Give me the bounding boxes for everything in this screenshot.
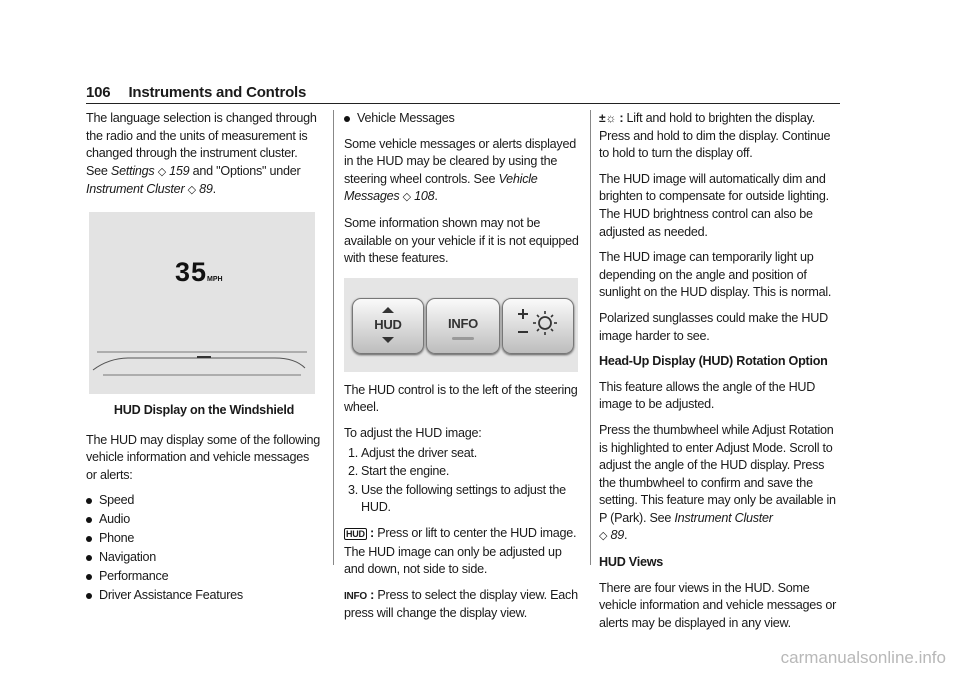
list-item: Audio bbox=[86, 511, 322, 529]
availability-paragraph: Some information shown may not be available on your vehicle if it is not equipped with these features. bbox=[344, 215, 579, 266]
brightness-symbol-icon: ±☼ bbox=[599, 111, 617, 125]
info-symbol: INFO bbox=[344, 590, 367, 602]
info-button-indicator bbox=[452, 337, 474, 340]
control-location-paragraph: The HUD control is to the left of the steering wheel. bbox=[344, 382, 578, 415]
list-item: Phone bbox=[86, 530, 322, 548]
page-ref-icon: ◇ bbox=[157, 165, 166, 178]
settings-link[interactable]: Settings bbox=[110, 163, 155, 178]
info-button-label: INFO bbox=[447, 315, 479, 331]
instrument-cluster-page-ref[interactable]: 89 bbox=[199, 182, 213, 197]
list-item: 1. Adjust the driver seat. bbox=[348, 445, 478, 460]
header-rule bbox=[86, 103, 840, 104]
column-3 bbox=[599, 110, 842, 640]
page-ref-icon: ◇ bbox=[187, 184, 196, 197]
views-heading: HUD Views bbox=[599, 555, 664, 570]
list-item: Performance bbox=[86, 568, 322, 586]
bullet-icon bbox=[86, 574, 92, 580]
bullet-icon bbox=[86, 536, 92, 542]
rotation-intro: This feature allows the angle of the HUD image to be adjusted. bbox=[599, 379, 816, 412]
bullet-icon bbox=[344, 116, 350, 122]
vehicle-messages-page-ref[interactable]: 108 bbox=[414, 189, 435, 204]
vehicle-messages-link[interactable]: Vehicle Messages bbox=[344, 171, 538, 204]
list-item: Vehicle Messages bbox=[344, 110, 580, 128]
sunlight-paragraph: The HUD image can temporarily light up depending on the angle and position of sunlight on the HUD display. This is normal. bbox=[599, 250, 832, 300]
column-1 bbox=[86, 110, 322, 606]
down-arrow-icon bbox=[382, 337, 394, 343]
list-item: Speed bbox=[86, 492, 322, 510]
windshield-lines bbox=[89, 212, 315, 394]
vehicle-messages-paragraph: Some vehicle messages or alerts displayed in the HUD may be cleared by using the steering wheel controls. See Vehicle Messages ◇ 108. bbox=[344, 136, 576, 204]
instrument-cluster-link[interactable]: Instrument Cluster bbox=[674, 510, 773, 525]
page-header bbox=[86, 84, 840, 104]
up-arrow-icon bbox=[382, 307, 394, 313]
views-paragraph: There are four views in the HUD. Some vehicle information and vehicle messages or alerts may be displayed in any view. bbox=[599, 580, 837, 630]
adjust-steps bbox=[344, 445, 580, 517]
column-divider-2 bbox=[590, 110, 591, 565]
brightness-button bbox=[502, 298, 574, 354]
hud-info-list-continued bbox=[344, 110, 580, 128]
sunglasses-paragraph: Polarized sunglasses could make the HUD image harder to see. bbox=[599, 310, 828, 343]
hud-button-description: HUD : Press or lift to center the HUD image. The HUD image can only be adjusted up and down, not side to side. bbox=[344, 525, 577, 577]
rotation-heading: Head-Up Display (HUD) Rotation Option bbox=[599, 354, 828, 369]
adjust-intro: To adjust the HUD image: bbox=[344, 425, 482, 440]
list-item: Driver Assistance Features bbox=[86, 587, 322, 605]
page-number: 106 bbox=[86, 84, 111, 101]
language-paragraph: The language selection is changed through the radio and the units of measurement is changed through the instrument cluster. See Settings ◇ 159 and "Options" under Instrument Cluster ◇ 89. bbox=[86, 111, 317, 197]
auto-dim-paragraph: The HUD image will automatically dim and brighten to compensate for outside lighting. The HUD brightness control can also be adjusted as needed. bbox=[599, 171, 829, 239]
hud-speed-unit: MPH bbox=[207, 275, 223, 283]
instrument-cluster-link[interactable]: Instrument Cluster bbox=[86, 182, 185, 197]
page-ref-icon: ◇ bbox=[599, 530, 608, 543]
list-item: Navigation bbox=[86, 549, 322, 567]
list-item: 2. Start the engine. bbox=[348, 464, 450, 479]
brightness-icon bbox=[503, 299, 573, 353]
hud-controls-figure bbox=[344, 278, 578, 372]
list-item: 3. Use the following settings to adjust the HUD. bbox=[348, 482, 566, 515]
bullet-icon bbox=[86, 593, 92, 599]
info-button bbox=[426, 298, 500, 354]
hud-button-label: HUD bbox=[374, 316, 402, 332]
instrument-cluster-page-ref[interactable]: 89 bbox=[610, 528, 624, 543]
hud-info-list bbox=[86, 492, 322, 605]
section-title: Instruments and Controls bbox=[128, 84, 307, 101]
bullet-icon bbox=[86, 517, 92, 523]
watermark: carmanualsonline.info bbox=[780, 648, 946, 667]
hud-display-paragraph: The HUD may display some of the following vehicle information and vehicle messages or alerts: bbox=[86, 432, 321, 482]
figure-caption: HUD Display on the Windshield bbox=[113, 402, 295, 417]
column-2 bbox=[344, 110, 580, 631]
bullet-icon bbox=[86, 555, 92, 561]
settings-page-ref[interactable]: 159 bbox=[169, 163, 190, 178]
hud-button bbox=[352, 298, 424, 354]
column-divider-1 bbox=[333, 110, 334, 565]
info-button-description: INFO : Press to select the display view. Each press will change the display view. bbox=[344, 587, 578, 621]
rotation-instructions: Press the thumbwheel while Adjust Rotation is highlighted to enter Adjust Mode. Scroll to adjust the angle of the HUD display. Press the thumbwheel to confirm and save the setting. This feature may only be available in P (Park). See Instrument Cluster ◇ 89. bbox=[599, 422, 836, 543]
hud-symbol-icon: HUD bbox=[346, 528, 365, 539]
hud-windshield-figure bbox=[89, 212, 315, 394]
page-ref-icon: ◇ bbox=[402, 191, 411, 204]
hud-speed-value: 35 bbox=[175, 256, 208, 287]
bullet-icon bbox=[86, 498, 92, 504]
brightness-description: ±☼ : Lift and hold to brighten the display. Press and hold to dim the display. Continue to hold to turn the display off. bbox=[599, 111, 831, 161]
